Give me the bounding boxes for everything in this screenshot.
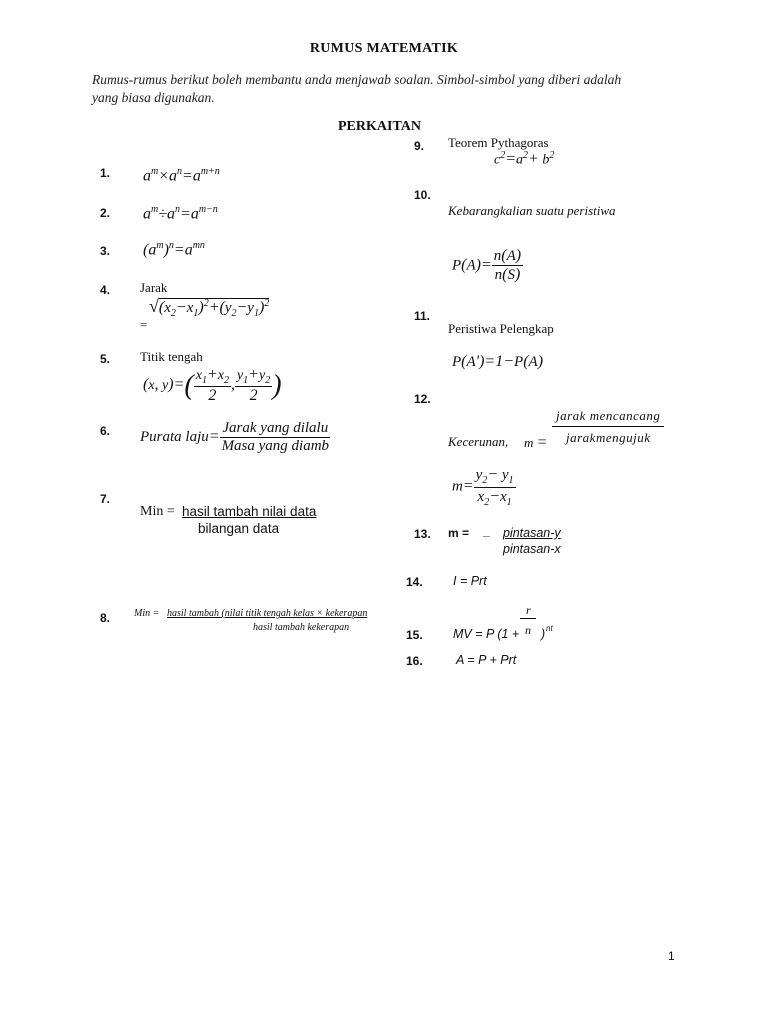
intro-line-2: yang biasa digunakan. (92, 90, 215, 105)
formula-4-distance: $√(x_2-x_1)^2+(y_2-y_1)^2$ (149, 296, 270, 319)
label-min: Min = (140, 504, 175, 519)
page-number: 1 (668, 949, 675, 963)
formula-number-2: 2. (100, 206, 111, 220)
label-bilangan-data: bilangan data (198, 521, 280, 536)
formula-14-simple-interest: I = Prt (453, 574, 487, 588)
formula-13-minus: _ (483, 524, 490, 538)
label-masa-diambil: Masa yang diamb (221, 438, 330, 455)
formula-number-3: 3. (100, 244, 111, 258)
formula-number-13: 13. (414, 527, 431, 541)
formula-4-equals: = (140, 317, 148, 332)
label-jarak-mengufuk: jarakmengujuk (566, 430, 651, 445)
formula-number-16: 16. (406, 654, 423, 668)
formula-15-matured-value: MV = P (1 + (453, 627, 520, 641)
label-min-8: Min = (134, 608, 160, 619)
label-jarak: Jarak (140, 280, 168, 295)
label-pintasan-y: pintasan-y (503, 526, 561, 540)
formula-15-close-paren: ) (541, 627, 546, 641)
label-purata-laju: Purata laju (140, 429, 209, 446)
label-kebarangkalian: Kebarangkalian suatu peristiwa (448, 203, 616, 218)
label-pelengkap: Peristiwa Pelengkap (448, 321, 554, 336)
formula-5-midpoint: (x, y)=( $\frac{x_1+x_2}{2}$ , $\frac{y_1+y_2}{2}$ ) (143, 366, 282, 405)
formula-15-fraction-bar (520, 618, 536, 619)
formula-15-r: r (526, 603, 531, 617)
formula-number-15: 15. (406, 628, 423, 642)
formula-number-5: 5. (100, 352, 111, 366)
formula-number-7: 7. (100, 492, 111, 506)
formula-number-11: 11. (414, 309, 431, 323)
formula-15-exponent: nt (546, 624, 553, 633)
formula-number-4: 4. (100, 283, 111, 297)
label-pintasan-x: pintasan-x (503, 542, 561, 556)
label-min8-numerator: hasil tambah (nilai titik tengah kelas × kekerapan (167, 608, 368, 619)
formula-9-pythagoras: $c^2=a^2+ b^2$ (494, 150, 555, 168)
section-heading: PERKAITAN (338, 119, 421, 134)
formula-number-10: 10. (414, 188, 431, 202)
formula-number-1: 1. (100, 166, 111, 180)
label-jarak-dilalui: Jarak yang dilalu (220, 420, 330, 438)
formula-12-gradient: m= $\frac{y_2- y_1}{x_2-x_1}$ (452, 466, 514, 508)
label-hasil-tambah-nilai-data: hasil tambah nilai data (182, 504, 317, 519)
formula-number-12: 12. (414, 392, 431, 406)
formula-2-index-divide: $a^m\div a^n=a^{m-n}$ (143, 204, 218, 223)
formula-6-average-speed: Purata laju= $\frac{\text{Jarak yang dilalu}}{\text{Masa yang diamb}}$ (140, 420, 330, 455)
formula-number-14: 14. (406, 575, 423, 589)
formula-13-m-equals: m = (448, 526, 470, 540)
formula-12-m-equals: m = (524, 434, 548, 451)
label-min8-denominator: hasil tambah kekerapan (253, 622, 350, 633)
formula-11-complement: P(A')=1−P(A) (452, 353, 544, 370)
formula-10-probability: P(A)= $\frac{n(A)}{n(S)}$ (452, 247, 522, 284)
formula-16-amount: A = P + Prt (456, 653, 517, 667)
formula-number-9: 9. (414, 139, 425, 153)
page-title: RUMUS MATEMATIK (309, 41, 459, 56)
formula-number-8: 8. (100, 611, 111, 625)
formula-15-n: n (525, 623, 531, 637)
label-pythagoras: Teorem Pythagoras (448, 135, 549, 150)
label-titik-tengah: Titik tengah (140, 349, 203, 364)
formula-1-index-multiply: $a^m\times a^n=a^{m+n}$ (143, 166, 220, 185)
label-kecerunan: Kecerunan, (448, 434, 509, 449)
formula-number-6: 6. (100, 424, 111, 438)
intro-line-1: Rumus-rumus berikut boleh membantu anda menjawab soalan. Simbol-simbol yang diberi adalah (92, 72, 622, 87)
formula-3-index-power: $(a^m)^n=a^{mn}$ (143, 240, 205, 259)
label-jarak-mencancang: jarak mencancang (552, 408, 664, 427)
